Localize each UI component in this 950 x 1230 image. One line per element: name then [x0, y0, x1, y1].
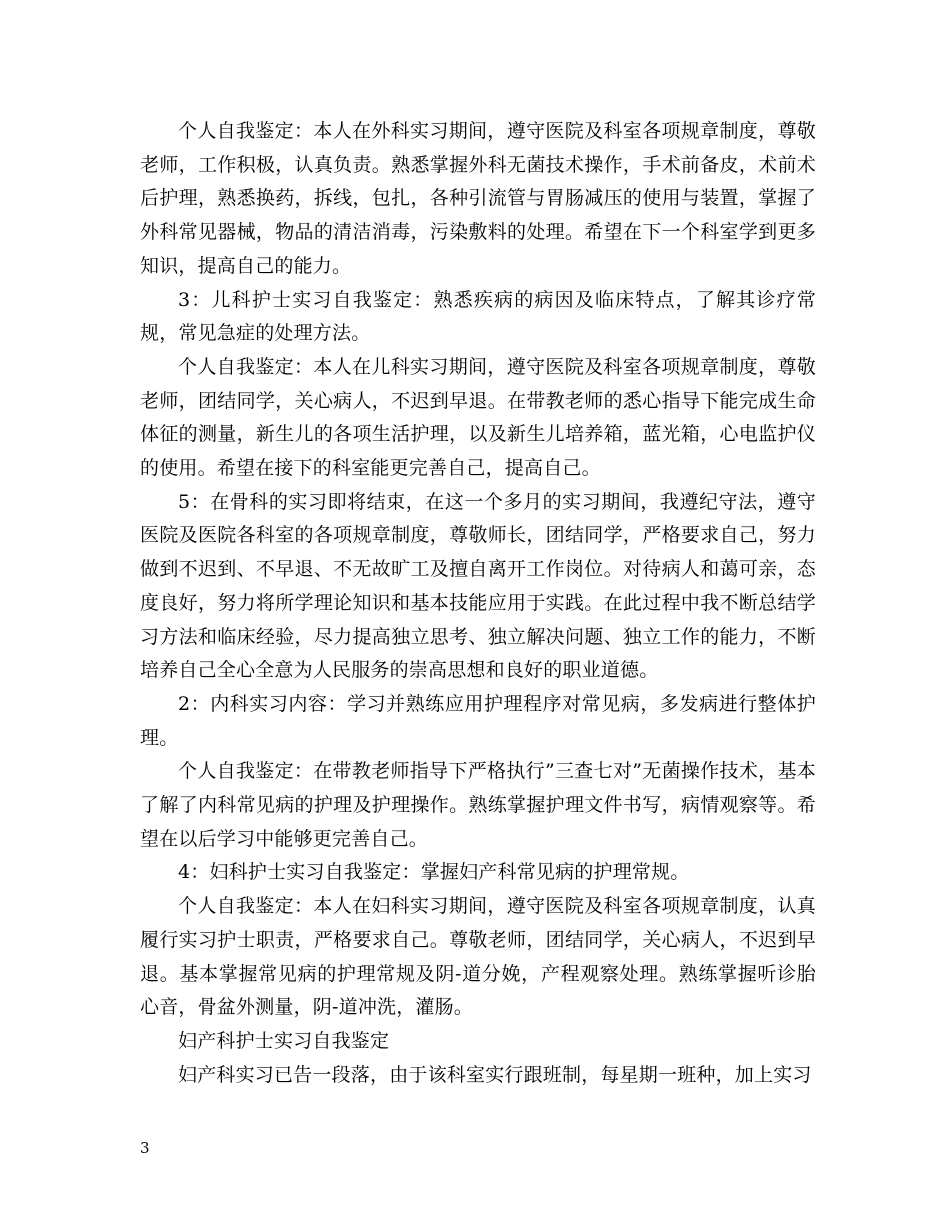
paragraph-orthopedics: 5：在骨科的实习即将结束，在这一个多月的实习期间，我遵纪守法，遵守医院及医院各科室的各项规章制度，尊敬师长，团结同学，严格要求自己，努力做到不迟到、不早退、不无故旷工及擅自离开工作岗位。对待病人和蔼可亲，态度良好，努力将所学理论知识和基本技能应用于实践。在此过程中我不断总结学习方法和临床经验，尽力提高独立思考、独立解决问题、独立工作的能力，不断培养自己全心全意为人民服务的崇高思想和良好的职业道德。 — [140, 490, 816, 682]
paragraph-internal-medicine-heading: 2：内科实习内容：学习并熟练应用护理程序对常见病，多发病进行整体护理。 — [140, 692, 816, 749]
paragraph-pediatrics-self-assessment: 个人自我鉴定：本人在儿科实习期间，遵守医院及科室各项规章制度，尊敬老师，团结同学，关心病人，不迟到早退。在带教老师的悉心指导下能完成生命体征的测量，新生儿的各项生活护理，以及新生儿培养箱，蓝光箱，心电监护仪的使用。希望在接下的科室能更完善自己，提高自己。 — [140, 355, 816, 480]
paragraph-gynecology-self-assessment: 个人自我鉴定：本人在妇科实习期间，遵守医院及科室各项规章制度，认真履行实习护士职责，严格要求自己。尊敬老师，团结同学，关心病人，不迟到早退。基本掌握常见病的护理常规及阴-道分娩，产程观察处理。熟练掌握听诊胎心音，骨盆外测量，阴-道冲洗，灌肠。 — [140, 895, 816, 1019]
paragraph-obstetrics-intro: 妇产科实习已告一段落，由于该科室实行跟班制，每星期一班种，加上实习 — [178, 1063, 812, 1086]
paragraph-internal-medicine-self-assessment: 个人自我鉴定：在带教老师指导下严格执行”三查七对”无菌操作技术，基本了解了内科常见病的护理及护理操作。熟练掌握护理文件书写，病情观察等。希望在以后学习中能够更完善自己。 — [140, 760, 816, 850]
document-body — [140, 115, 816, 1092]
paragraph-gynecology-heading: 4：妇科护士实习自我鉴定：掌握妇产科常见病的护理常规。 — [178, 861, 690, 884]
paragraph-pediatrics-heading: 3：儿科护士实习自我鉴定：熟悉疾病的病因及临床特点，了解其诊疗常规，常见急症的处理方法。 — [140, 288, 816, 345]
paragraph-surgery-self-assessment: 个人自我鉴定：本人在外科实习期间，遵守医院及科室各项规章制度，尊敬老师，工作积极，认真负责。熟悉掌握外科无菌技术操作，手术前备皮，术前术后护理，熟悉换药，拆线，包扎，各种引流管与胃肠减压的使用与装置，掌握了外科常见器械，物品的清洁消毒，污染敷料的处理。希望在下一个科室学到更多知识，提高自己的能力。 — [140, 120, 816, 277]
paragraph-obstetrics-title: 妇产科护士实习自我鉴定 — [178, 1029, 390, 1052]
page-number: 3 — [140, 1139, 150, 1157]
